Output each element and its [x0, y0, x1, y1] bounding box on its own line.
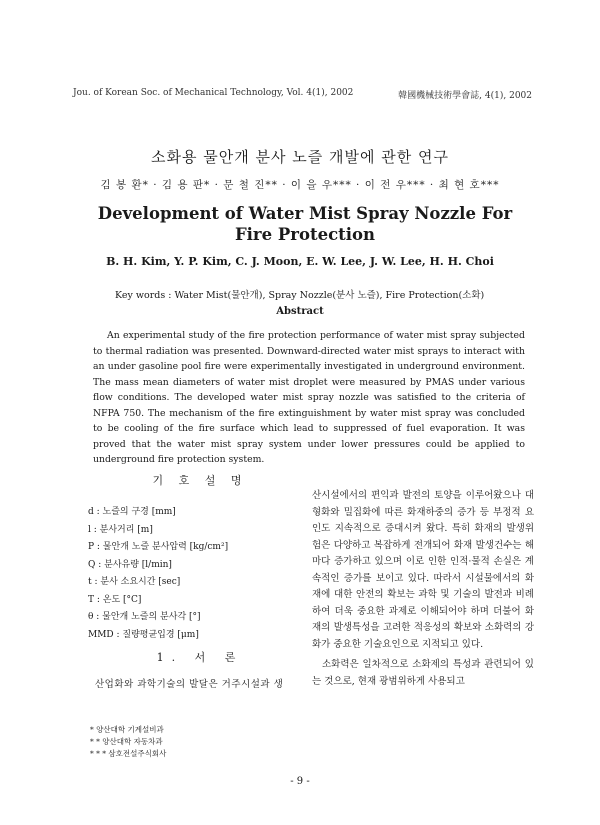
nomenclature-item: d : 노즐의 구경 [mm]: [88, 507, 176, 517]
footnote: * * * 삼호전설주식회사: [90, 749, 167, 758]
author-footnotes: [90, 724, 166, 760]
nomenclature-item: θ : 물안개 노즐의 분사각 [°]: [88, 612, 201, 622]
keywords: Key words : Water Mist(물안개), Spray Nozzle(분사 노즐), Fire Protection(소화): [115, 290, 485, 301]
nomenclature-item: Q : 분사유량 [l/min]: [88, 559, 172, 570]
abstract-body: [93, 328, 525, 468]
running-head-korean: 韓國機械技術學會誌, 4(1), 2002: [398, 91, 532, 101]
korean-authors: 김 봉 환* · 김 용 판* · 문 철 진** · 이 을 우*** · 이 전 우*** · 최 현 호***: [100, 179, 500, 191]
korean-title: 소화용 물안개 분사 노즐 개발에 관한 연구: [151, 148, 449, 166]
left-column: [85, 472, 335, 690]
nomenclature-item: P : 물안개 노즐 분사압력 [kg/cm²]: [88, 542, 229, 552]
nomenclature-item: T : 온도 [°C]: [88, 594, 142, 605]
intro-paragraph-1: 산시설에서의 편익과 발전의 토양을 이루어왔으나 대형화와 밀집화에 따른 화재하중의 증가 등 부정적 요인도 지속적으로 증대시켜 왔다. 특히 화재의 발생위험은 다양하고 복잡하게 전개되어 화재 발생건수는 해마다 증가하고 있으며 이로 인한 인적·물적 손실은 계속적인 증가를 보이고 있다. 따라서 시설물에서의 화재에 대한 안전의 확보는 과학 및 기술의 발전과 비례하여 더욱 중요한 과제로 이해되어야 하며 더불어 화재의 발생특성을 고려한 적응성의 확보와 소화력의 강화가 중요한 기술요인으로 지적되고 있다.: [312, 490, 534, 650]
english-title: Development of Water Mist Spray Nozzle For Fire Protection: [97, 204, 513, 244]
section-1-heading: 1. 서 론: [156, 651, 244, 664]
nomenclature-list: [85, 504, 335, 644]
nomenclature-item: t : 분사 소요시간 [sec]: [88, 577, 181, 587]
nomenclature-item: MMD : 질량평균입경 [μm]: [88, 629, 199, 640]
english-authors: B. H. Kim, Y. P. Kim, C. J. Moon, E. W. Lee, J. W. Lee, H. H. Choi: [106, 255, 494, 268]
footnote: * * 양산대학 자동차과: [90, 737, 163, 746]
running-head-english: Jou. of Korean Soc. of Mechanical Technology, Vol. 4(1), 2002: [73, 88, 354, 98]
abstract-text: An experimental study of the fire protection performance of water mist spray subjected to thermal radiation was presented. Downward-directed water mist sprays to interact with an under gasoline pool fire were experimentally investigated in underground environment. The mass mean diameters of water mist droplet were measured by PMAS under various flow conditions. The developed water mist spray nozzle was satisfied to the criteria of NFPA 750. The mechanism of the fire extinguishment by water mist spray was concluded to be cooling of the fire surface which lead to suppressed of fuel evaporation. It was proved that the water mist spray system under lower pressures could be applied to underground fire protection system.: [93, 330, 525, 465]
footnote: * 양산대학 기계설비과: [90, 725, 164, 734]
abstract-heading: Abstract: [276, 306, 324, 317]
intro-paragraph-2: 소화력은 일차적으로 소화제의 특성과 관련되어 있는 것으로, 현재 광범위하게 사용되고: [312, 659, 534, 687]
nomenclature-item: l : 분사거리 [m]: [88, 524, 153, 535]
nomenclature-heading: 기 호 설 명: [152, 474, 248, 487]
right-column: [312, 488, 534, 690]
page-number: - 9 -: [290, 776, 310, 787]
intro-left-text: 산업화와 과학기술의 발달은 거주시설과 생: [95, 679, 284, 690]
